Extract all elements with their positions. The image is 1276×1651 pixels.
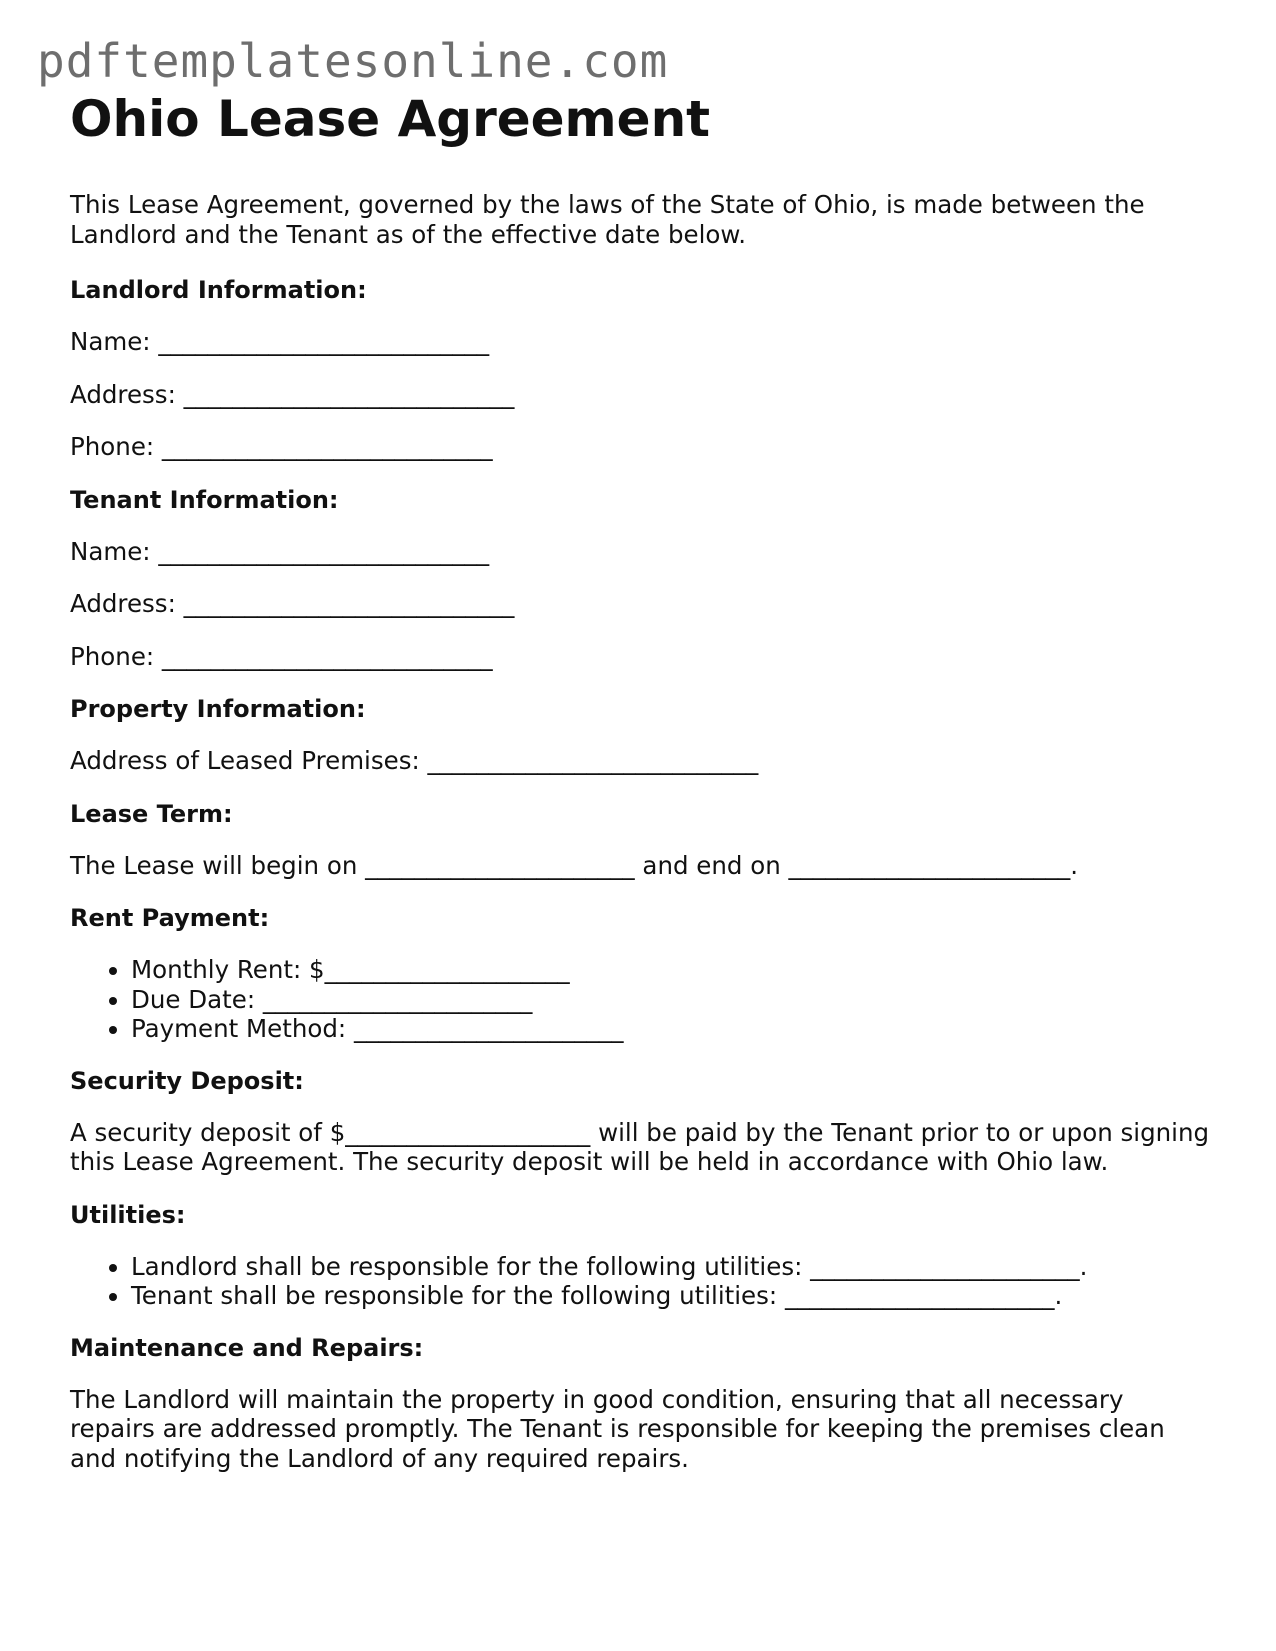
utilities-list <box>70 1252 1210 1311</box>
tenant-phone-field[interactable]: Phone: ___________________________ <box>70 641 493 671</box>
tenant-heading: Tenant Information: <box>70 485 339 514</box>
tenant-name-field[interactable]: Name: ___________________________ <box>70 536 490 566</box>
intro-paragraph: This Lease Agreement, governed by the laws of the State of Ohio, is made between the Landlord and the Tenant as of the effective date below. <box>70 190 1145 249</box>
rent-payment-method-field[interactable]: • Payment Method: ______________________ <box>131 1014 1210 1044</box>
utilities-heading: Utilities: <box>70 1200 186 1229</box>
page-title: Ohio Lease Agreement <box>70 90 711 148</box>
document-body <box>70 88 1210 1496</box>
landlord-name-field[interactable]: Name: ___________________________ <box>70 327 490 356</box>
tenant-address-field[interactable]: Address: ___________________________ <box>70 589 515 618</box>
deposit-heading: Security Deposit: <box>70 1066 304 1095</box>
maintenance-paragraph: The Landlord will maintain the property in good condition, ensuring that all necessary repairs are addressed promptly. The Tenant is responsible for keeping the premises clean and notifying the Landlord of any required repairs. <box>70 1384 1165 1473</box>
lease-term-field[interactable]: The Lease will begin on ______________________ and end on _______________________. <box>70 850 1079 880</box>
lease-term-heading: Lease Term: <box>70 799 233 828</box>
landlord-phone-field[interactable]: Phone: ___________________________ <box>70 432 493 461</box>
deposit-paragraph[interactable]: A security deposit of $____________________ will be paid by the Tenant prior to or upon signing this Lease Agreement. The security deposit will be held in accordance with Ohio law. <box>70 1117 1210 1176</box>
utilities-landlord-field[interactable]: • Landlord shall be responsible for the following utilities: ______________________. <box>131 1252 1210 1282</box>
landlord-heading: Landlord Information: <box>70 276 367 304</box>
rent-heading: Rent Payment: <box>70 904 270 932</box>
utilities-tenant-field[interactable]: • Tenant shall be responsible for the following utilities: ______________________. <box>131 1281 1210 1311</box>
watermark-text: pdftemplatesonline.com <box>37 34 669 88</box>
landlord-address-field[interactable]: Address: ___________________________ <box>70 379 515 409</box>
maintenance-heading: Maintenance and Repairs: <box>70 1333 424 1362</box>
rent-due-date-field[interactable]: • Due Date: ______________________ <box>131 985 1210 1015</box>
property-heading: Property Information: <box>70 695 366 723</box>
rent-list <box>70 955 1210 1044</box>
property-address-field[interactable]: Address of Leased Premises: ___________________________ <box>70 746 759 775</box>
rent-monthly-field[interactable]: • Monthly Rent: $____________________ <box>131 955 1210 985</box>
